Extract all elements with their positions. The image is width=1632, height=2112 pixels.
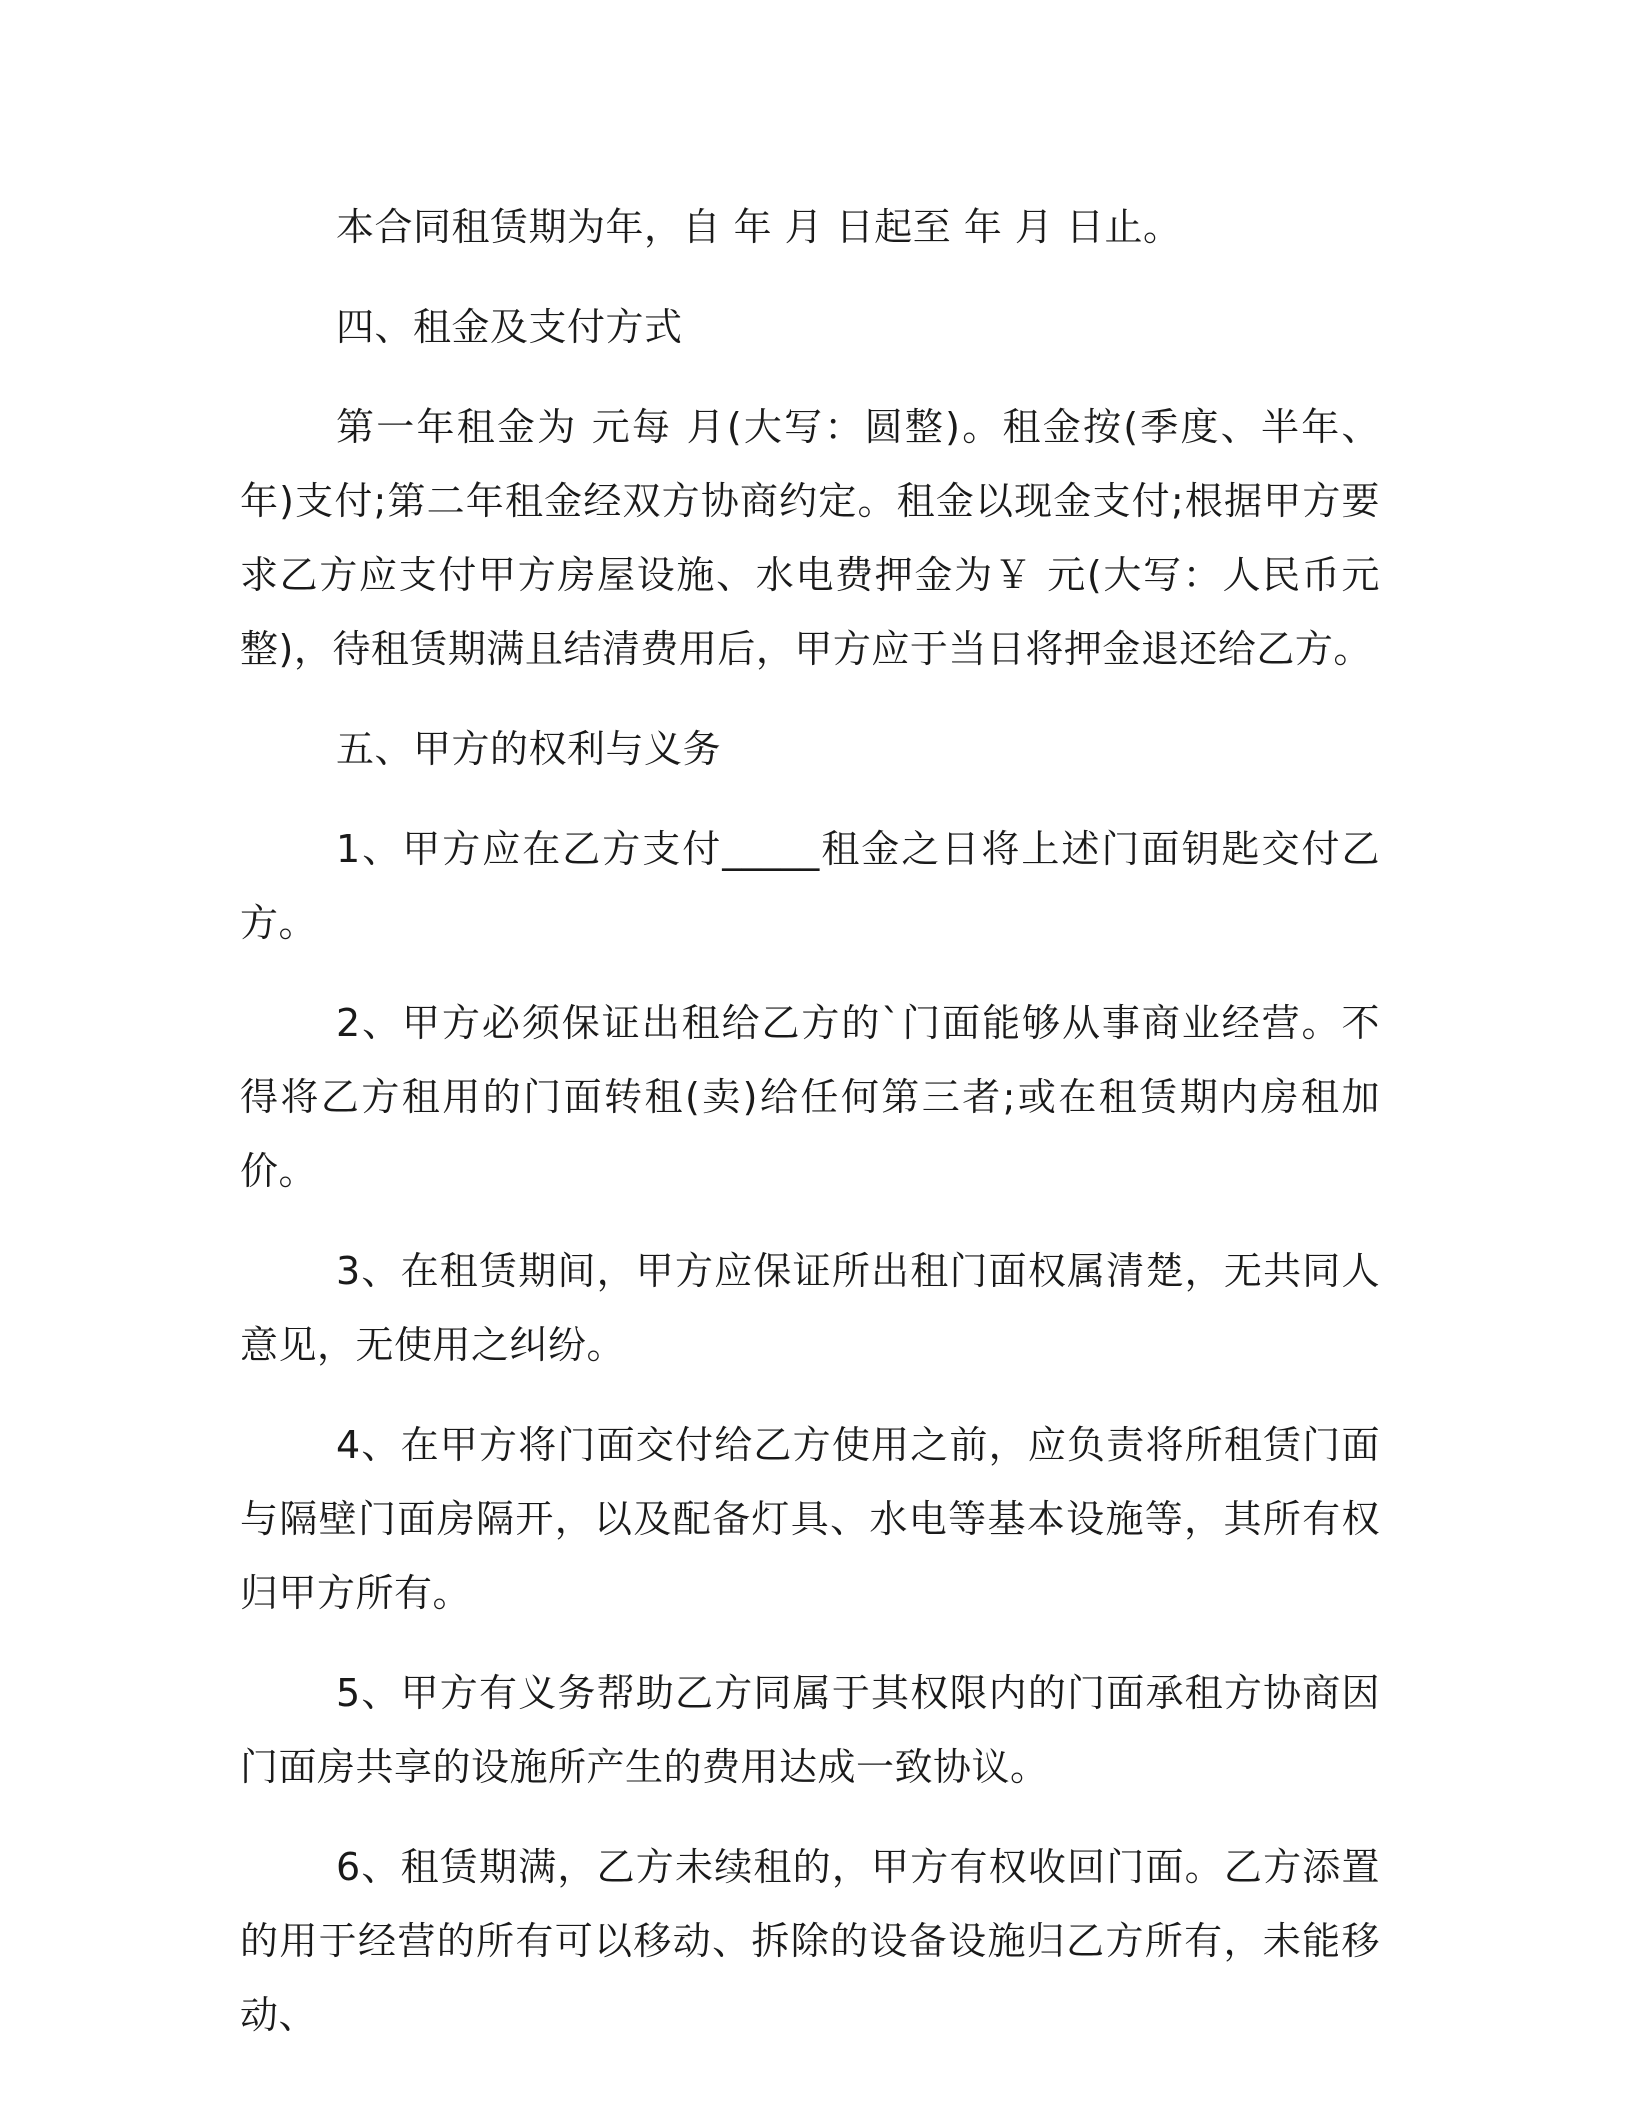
clause-5: 5、甲方有义务帮助乙方同属于其权限内的门面承租方协商因门面房共享的设施所产生的费用达成一致协议。 <box>240 1671 1380 1789</box>
document-page <box>240 190 1380 2052</box>
clause-2: 2、甲方必须保证出租给乙方的`门面能够从事商业经营。不得将乙方租用的门面转租(卖)给任何第三者;或在租赁期内房租加价。 <box>240 1001 1380 1193</box>
clause-6: 6、租赁期满，乙方未续租的，甲方有权收回门面。乙方添置的用于经营的所有可以移动、拆除的设备设施归乙方所有，未能移动、 <box>240 1845 1380 2037</box>
section-heading-party-a-rights: 五、甲方的权利与义务 <box>336 727 722 771</box>
clause-1: 1、甲方应在乙方支付_____租金之日将上述门面钥匙交付乙方。 <box>240 827 1380 945</box>
section-heading-rent: 四、租金及支付方式 <box>336 305 683 349</box>
rent-payment-paragraph: 第一年租金为 元每 月(大写：圆整)。租金按(季度、半年、年)支付;第二年租金经双方协商约定。租金以现金支付;根据甲方要求乙方应支付甲方房屋设施、水电费押金为￥ 元(大写：人民币元整)，待租赁期满且结清费用后，甲方应于当日将押金退还给乙方。 <box>240 405 1380 671</box>
clause-4: 4、在甲方将门面交付给乙方使用之前，应负责将所租赁门面与隔壁门面房隔开，以及配备灯具、水电等基本设施等，其所有权归甲方所有。 <box>240 1423 1380 1615</box>
lease-term-paragraph: 本合同租赁期为年，自 年 月 日起至 年 月 日止。 <box>336 205 1182 249</box>
clause-3: 3、在租赁期间，甲方应保证所出租门面权属清楚，无共同人意见，无使用之纠纷。 <box>240 1249 1380 1367</box>
